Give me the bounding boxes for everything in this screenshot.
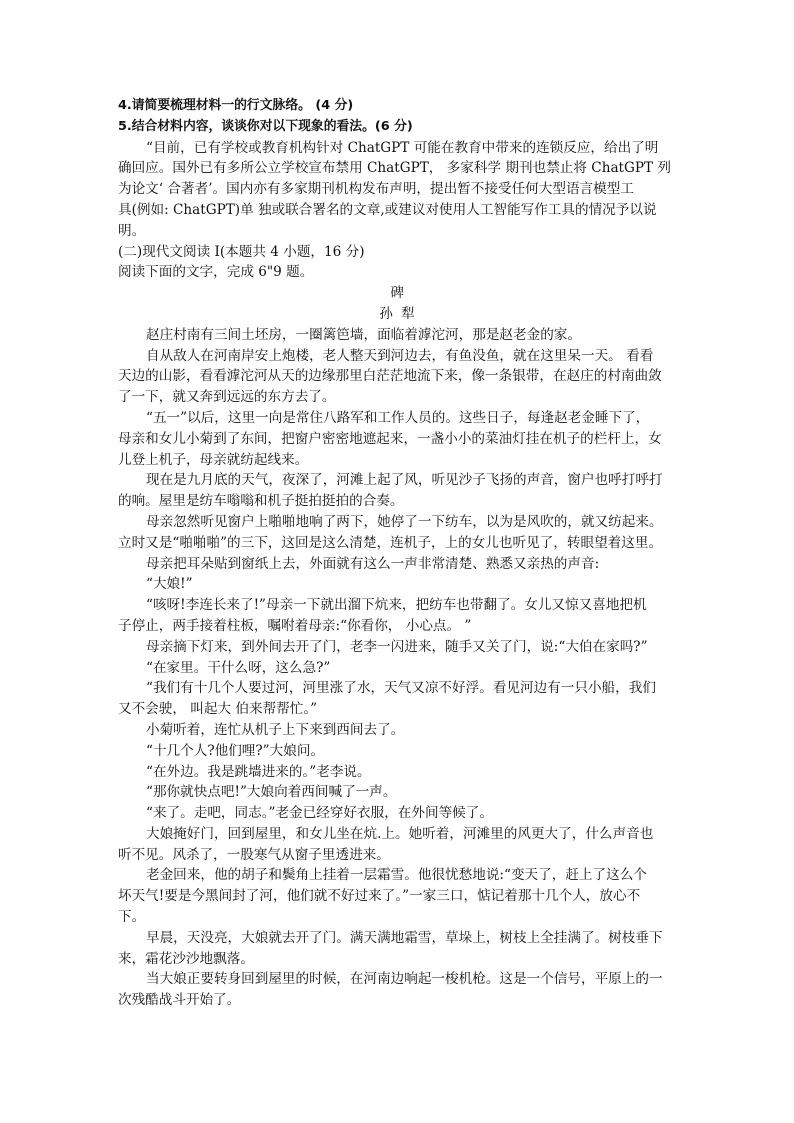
story-line: 赵庄村南有三间土坯房，一圈篱笆墙，面临着滹沱河，那是赵老金的家。 [146, 326, 581, 343]
story-line: 当大娘正要转身回到屋里的时候，在河南边响起一梭机枪。这是一个信号，平原上的一 [146, 971, 663, 988]
story-line: “那你就快点吧!”大娘向着西间喊了一声。 [146, 784, 397, 801]
story-body [118, 325, 678, 1011]
story-line: 母亲摘下灯来，到外间去开了门，老李一闪进来，随手又关了门，说:“大伯在家吗?” [146, 638, 648, 655]
quote-line: 明。 [118, 222, 146, 239]
story-author: 孙 犁 [379, 305, 417, 322]
quote-line: 具(例如: ChatGPT)单 独或联合署名的文章,或建议对使用人工智能写作工具的情况予以说 [118, 201, 657, 218]
question-4: 4.请简要梳理材料一的行文脉络。 (4 分) [118, 98, 354, 113]
story-line: “在外边。我是跳墙进来的。”老李说。 [146, 763, 371, 780]
story-line: 立时又是“啪啪啪”的三下，这回是这么清楚，连机子，上的女儿也听见了，转眼望着这里。 [118, 534, 663, 551]
story-line: 次残酷战斗开始了。 [118, 992, 241, 1009]
quote-line: “目前，已有学校或教育机构针对 ChatGPT 可能在教育中带来的连锁反应，给出了明 [146, 139, 659, 156]
story-line: 母亲忽然听见窗户上啪啪地响了两下，她停了一下纺车，以为是风吹的，就又纺起来。 [146, 513, 663, 530]
document-page [118, 96, 678, 1011]
story-line: “在家里。干什么呀，这么急?” [146, 659, 331, 676]
story-line: 的响。屋里是纺车嗡嗡和机子挺拍挺拍的合奏。 [118, 493, 404, 510]
quote-line: 为论文‘ 合著者’。国内亦有多家期刊机构发布声明，提出暂不接受任何大型语言模型工 [118, 181, 634, 198]
story-line: 坏天气!要是今黑间封了河，他们就不好过来了。”一家三口，惦记着那十几个人，放心不 [118, 888, 641, 905]
story-line: 老金回来，他的胡子和鬓角上挂着一层霜雪。他很忧愁地说:“变天了，赶上了这么个 [146, 867, 647, 884]
story-line: “五一”以后，这里一向是常住八路军和工作人员的。这些日子，每逢赵老金睡下了， [146, 409, 650, 426]
story-line: 大娘掩好门，回到屋里，和女儿坐在炕.上。她听着，河滩里的风更大了，什么声音也 [146, 825, 654, 842]
section-heading: (二)现代文阅读 I(本题共 4 小题，16 分) [118, 243, 365, 260]
quote-line: 确回应。国外已有多所公立学校宣布禁用 ChatGPT， 多家科学 期刊也禁止将 ChatGPT 列 [118, 160, 672, 177]
section-instruction: 阅读下面的文字，完成 6"9 题。 [118, 264, 314, 281]
story-line: “十几个人?他们哩?”大娘问。 [146, 742, 325, 759]
story-line: 儿登上机子，母亲就纺起线来。 [118, 451, 309, 468]
story-line: “咳呀!李连长来了!”母亲一下就出溜下炕来，把纺车也带翻了。女儿又惊又喜地把机 [146, 597, 647, 614]
story-line: 听不见。风杀了，一股寒气从窗子里透进来。 [118, 846, 390, 863]
story-line: 了一下，就又奔到远远的东方去了。 [118, 389, 336, 406]
story-line: 早晨，天没亮，大娘就去开了门。满天满地霜雪，草垛上，树枝上全挂满了。树枝垂下 [146, 929, 663, 946]
story-line: 下。 [118, 909, 146, 926]
story-title: 碑 [390, 285, 406, 302]
question-5: 5.结合材料内容，谈谈你对以下现象的看法。(6 分) [118, 118, 413, 134]
quote-block [118, 138, 678, 242]
story-line: 天边的山影，看看滹沱河从天的边缘那里白茫茫地流下来，像一条银带，在赵庄的村南曲敛 [118, 368, 662, 385]
story-line: “大娘!” [146, 576, 193, 593]
story-line: 小菊听着，连忙从机子上下来到西间去了。 [146, 721, 405, 738]
story-line: 母亲把耳朵贴到窗纸上去，外面就有这么一声非常清楚、熟悉又亲热的声音: [146, 555, 600, 572]
story-line: 现在是九月底的天气，夜深了，河滩上起了风，听见沙子飞扬的声音，窗户也呼打呼打 [146, 472, 663, 489]
story-line: “来了。走吧，同志。”老金已经穿好衣服，在外间等候了。 [146, 805, 493, 822]
story-line: 又不会驶， 叫起大 伯来帮帮忙。” [118, 701, 318, 718]
story-line: “我们有十几个人要过河，河里涨了水，天气又凉不好浮。看见河边有一只小船，我们 [146, 680, 656, 697]
story-line: 子停止，两手接着柱板，嘱咐着母亲:“你看你， 小心点。 ” [118, 617, 472, 634]
story-line: 来，霜花沙沙地飘落。 [118, 950, 254, 967]
story-line: 母亲和女儿小菊到了东间，把窗户密密地遮起来，一盏小小的菜油灯挂在机子的栏杆上，女 [118, 430, 662, 447]
story-line: 自从敌人在河南岸安上炮楼，老人整天到河边去，有鱼没鱼，就在这里呆一天。 看看 [146, 347, 654, 364]
